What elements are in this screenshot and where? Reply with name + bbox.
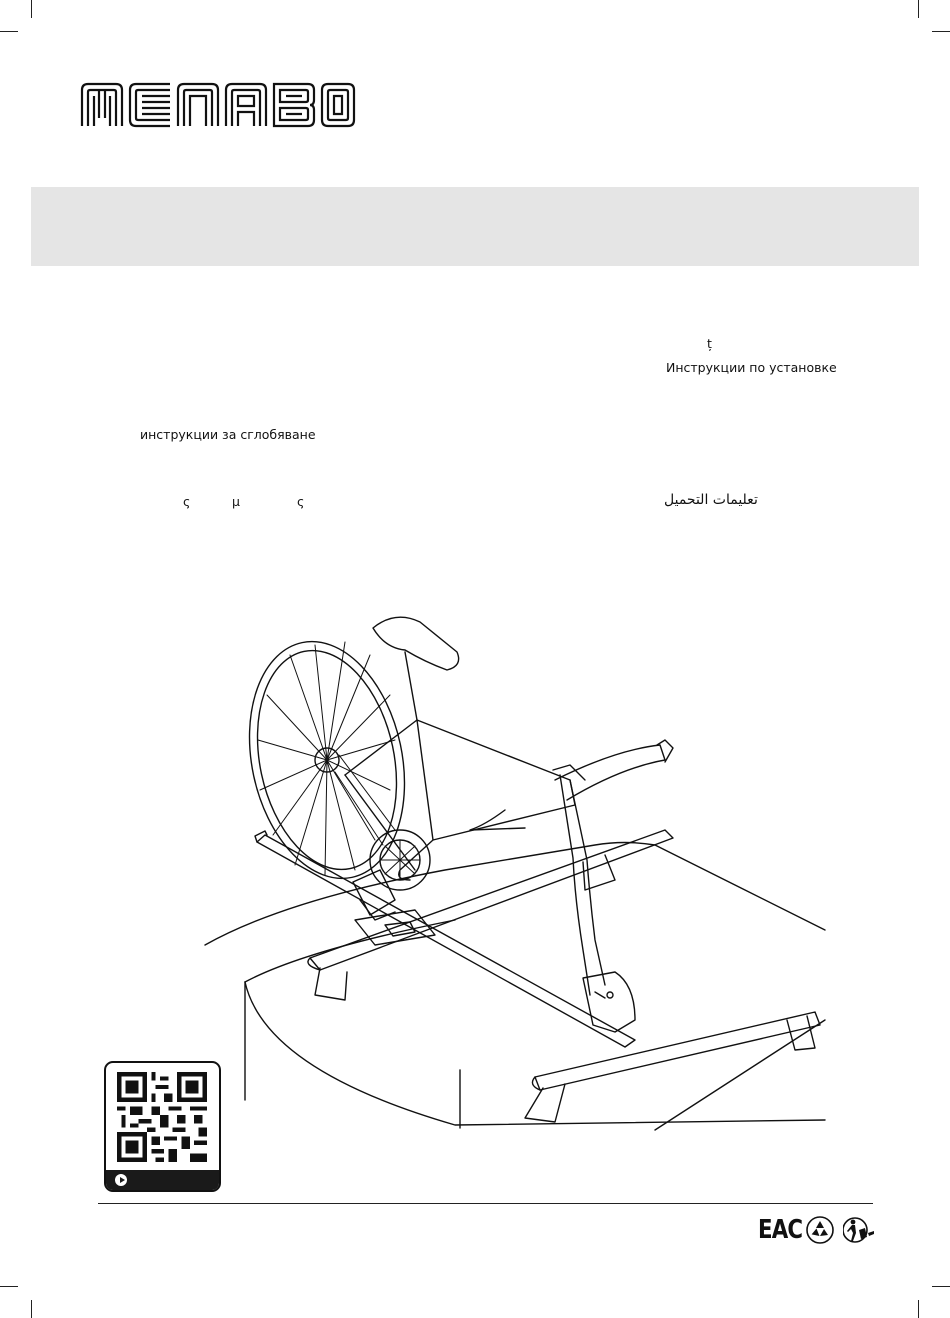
qr-video-bar: [106, 1170, 219, 1190]
crop-mark: [0, 31, 18, 32]
bike-roof-rack-illustration: [195, 600, 835, 1139]
crop-mark: [31, 0, 32, 18]
eac-mark-icon: EAC: [758, 1215, 803, 1245]
greek-fragment: μ: [232, 494, 240, 509]
crop-mark: [0, 1286, 18, 1287]
crop-mark: [918, 0, 919, 18]
crop-mark: [932, 31, 950, 32]
title-band: [31, 187, 919, 266]
qr-code-icon: [117, 1072, 207, 1162]
crop-mark: [31, 1300, 32, 1318]
romanian-mark: ț: [707, 336, 712, 351]
greek-fragment: ς: [297, 494, 305, 509]
play-icon[interactable]: [115, 1174, 127, 1186]
greek-fragment: ς: [183, 494, 191, 509]
russian-instructions-label: Инструкции по установке: [666, 360, 837, 375]
tidyman-disposal-icon: [843, 1215, 875, 1245]
qr-code-card[interactable]: [104, 1061, 221, 1192]
brand-logo: [80, 82, 356, 132]
bulgarian-instructions-label: инструкции за сглобяване: [140, 427, 316, 442]
arabic-instructions-label: تعليمات التحميل: [664, 492, 758, 508]
recycle-icon: [805, 1215, 835, 1245]
crop-mark: [918, 1300, 919, 1318]
footer-divider: [98, 1203, 873, 1204]
crop-mark: [932, 1286, 950, 1287]
